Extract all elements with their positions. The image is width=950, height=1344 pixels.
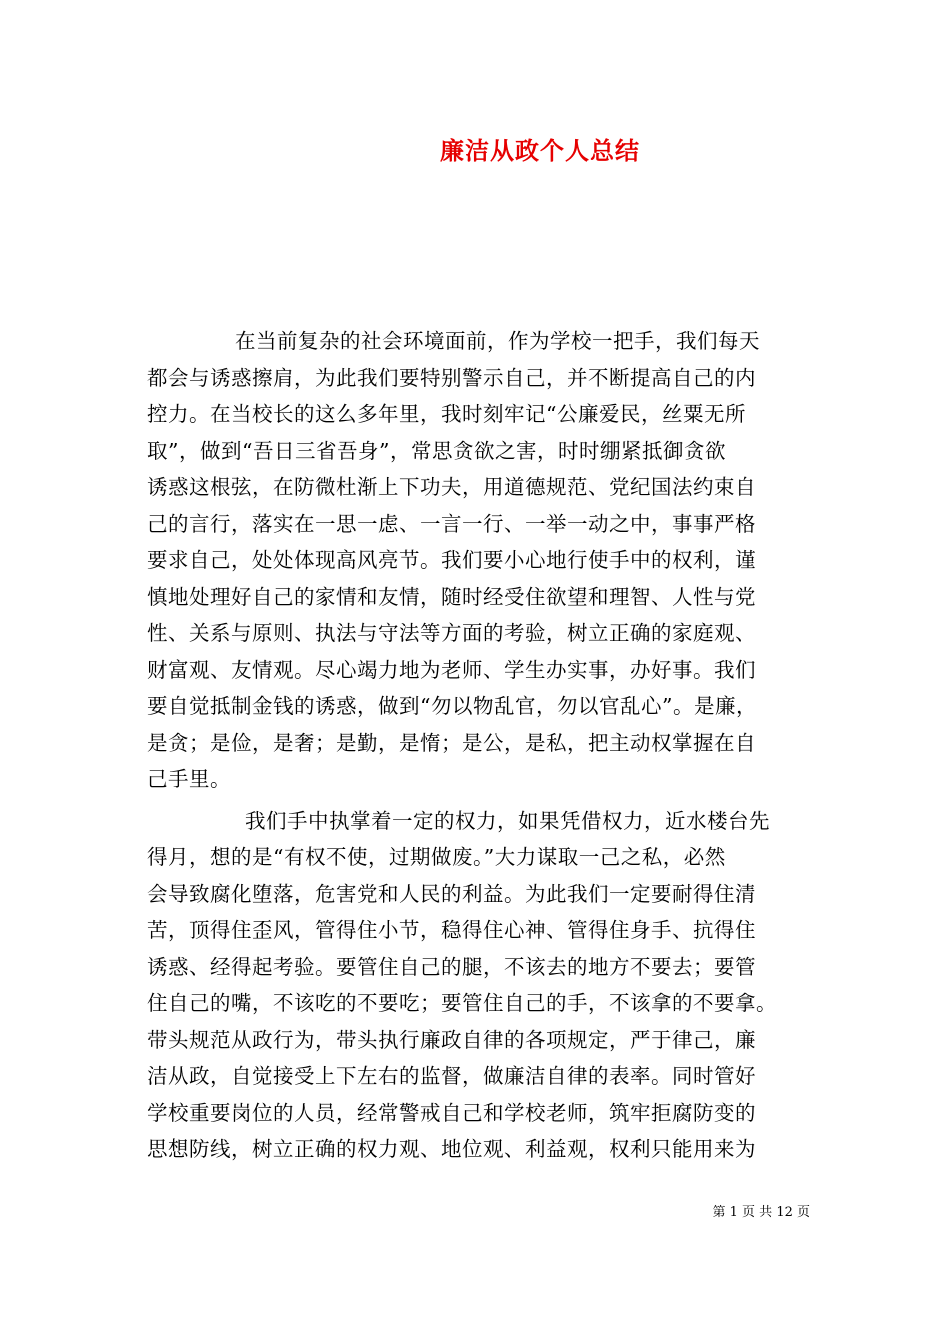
text-line: 己的言行，落实在一思一虑、一言一行、一举一动之中，事事严格 [147,511,756,536]
document-body [147,323,809,1168]
text-line: 慎地处理好自己的家情和友情，随时经受住欲望和理智、人性与党 [147,584,756,609]
text-line: 会导致腐化堕落，危害党和人民的利益。为此我们一定要耐得住清 [147,881,756,906]
text-line: 我们手中执掌着一定的权力，如果凭借权力，近水楼台先 [245,808,770,833]
text-line: 诱惑这根弦，在防微杜渐上下功夫，用道德规范、党纪国法约束自 [147,475,756,499]
page-number-footer: 第 1 页 共 12 页 [712,1205,810,1220]
text-line: 要求自己，处处体现高风亮节。我们要小心地行使手中的权利，谨 [147,548,756,572]
text-line: 财富观、友情观。尽心竭力地为老师、学生办实事，办好事。我们 [147,657,756,682]
text-line: 都会与诱惑擦肩，为此我们要特别警示自己，并不断提高自己的内 [147,365,756,390]
text-line: 诱惑、经得起考验。要管住自己的腿，不该去的地方不要去；要管 [147,954,756,979]
text-line: 苦，顶得住歪风，管得住小节，稳得住心神、管得住身手、抗得住 [147,918,756,942]
text-line: 己手里。 [147,767,231,791]
text-line: 思想防线，树立正确的权力观、地位观、利益观，权利只能用来为 [147,1137,756,1161]
paragraph-2 [147,803,809,1168]
text-line: 在当前复杂的社会环境面前，作为学校一把手，我们每天 [235,329,760,353]
text-line: 学校重要岗位的人员，经常警戒自己和学校老师，筑牢拒腐防变的 [147,1100,756,1125]
paragraph-1 [147,323,809,798]
text-line: 是贪；是俭，是奢；是勤，是惰；是公，是私，把主动权掌握在自 [147,730,756,755]
text-line: 取”，做到“吾日三省吾身”，常思贪欲之害，时时绷紧抵御贪欲 [147,438,726,463]
text-line: 住自己的嘴，不该吃的不要吃；要管住自己的手，不该拿的不要拿。 [147,991,777,1015]
text-line: 要自觉抵制金钱的诱惑，做到“勿以物乱官，勿以官乱心”。是廉， [147,694,757,718]
text-line: 控力。在当校长的这么多年里，我时刻牢记“公廉爱民，丝粟无所 [147,402,746,426]
text-line: 得月，想的是“有权不使，过期做废。”大力谋取一己之私，必然 [147,845,726,869]
text-line: 性、关系与原则、执法与守法等方面的考验，树立正确的家庭观、 [147,621,756,645]
text-line: 带头规范从政行为，带头执行廉政自律的各项规定，严于律己，廉 [147,1027,756,1052]
document-title: 廉洁从政个人总结 [440,136,640,165]
text-line: 洁从政，自觉接受上下左右的监督，做廉洁自律的表率。同时管好 [147,1064,756,1088]
